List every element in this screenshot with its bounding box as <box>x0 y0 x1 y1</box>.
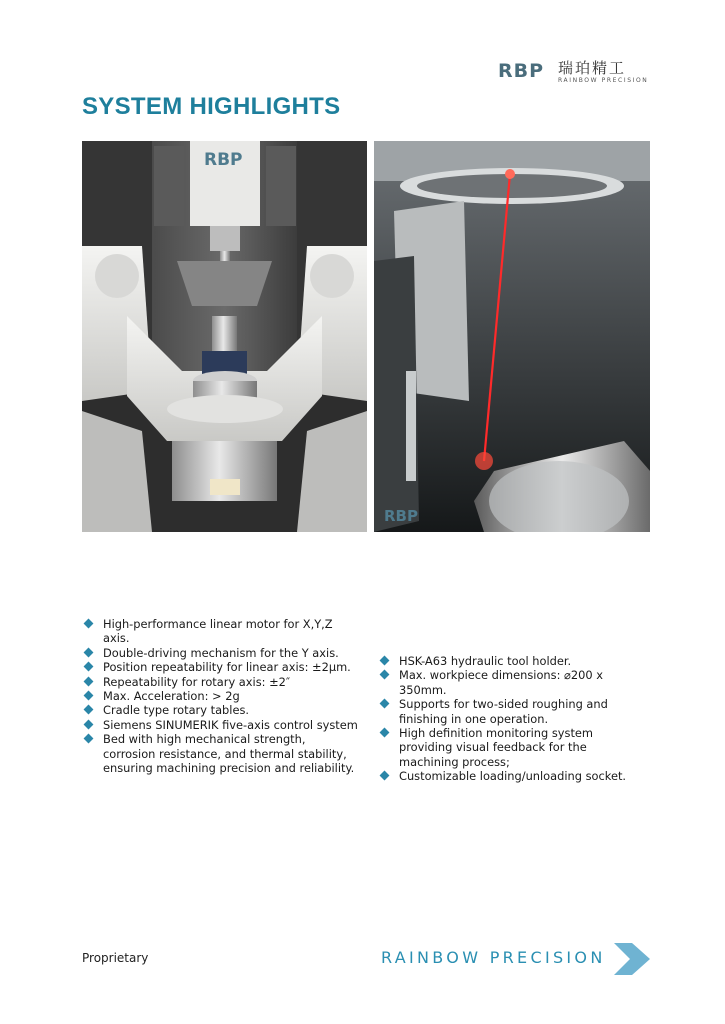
list-item-text: Repeatability for rotary axis: ±2″ <box>103 674 291 689</box>
footer-proprietary-label: Proprietary <box>82 951 149 965</box>
diamond-bullet-icon <box>84 662 94 672</box>
diamond-bullet-icon <box>84 676 94 686</box>
list-item <box>84 732 359 775</box>
footer-brand-name: RAINBOW PRECISION <box>381 948 606 967</box>
chevron-right-icon <box>612 941 652 977</box>
photo-right-watermark: RBP <box>384 507 418 525</box>
diamond-bullet-icon <box>380 656 390 666</box>
diamond-bullet-icon <box>84 647 94 657</box>
list-item <box>84 689 359 703</box>
diamond-bullet-icon <box>380 699 390 709</box>
logo-english-name: RAINBOW PRECISION <box>558 77 649 84</box>
page-title: SYSTEM HIGHLIGHTS <box>82 93 341 120</box>
list-item-text: Position repeatability for linear axis: ±2μm. <box>103 660 351 675</box>
list-item-text: Bed with high mechanical strength, corrosion resistance, and thermal stability, ensuring machining precision and reliability. <box>103 732 355 776</box>
laser-illustration <box>374 141 650 532</box>
list-item-text: Supports for two-sided roughing and finishing in one operation. <box>399 697 608 726</box>
feature-list-left <box>84 617 359 775</box>
list-item-text: Max. Acceleration: > 2g <box>103 689 240 704</box>
list-item <box>380 726 645 769</box>
list-item <box>84 675 359 689</box>
feature-list-right <box>380 654 645 784</box>
logo-chinese-name: 瑞珀精工 <box>558 59 627 77</box>
list-item <box>84 617 359 646</box>
machine-photo <box>82 141 367 532</box>
logo-mark: RBP <box>498 60 545 82</box>
list-item-text: Customizable loading/unloading socket. <box>399 769 627 784</box>
list-item <box>380 668 645 697</box>
diamond-bullet-icon <box>380 728 390 738</box>
diamond-bullet-icon <box>380 670 390 680</box>
photo-left-watermark: RBP <box>204 150 243 170</box>
list-item-text: HSK-A63 hydraulic tool holder. <box>399 654 572 668</box>
list-item-text: Max. workpiece dimensions: ⌀200 x 350mm. <box>399 668 604 697</box>
list-item-text: High definition monitoring system providing visual feedback for the machining process; <box>399 726 594 769</box>
diamond-bullet-icon <box>380 771 390 781</box>
diamond-bullet-icon <box>84 719 94 729</box>
list-item <box>380 654 645 668</box>
list-item-text: High-performance linear motor for X,Y,Z axis. <box>103 617 333 646</box>
list-item <box>380 769 645 783</box>
list-item <box>380 697 645 726</box>
list-item <box>84 718 359 732</box>
diamond-bullet-icon <box>84 705 94 715</box>
list-item-text: Siemens SINUMERIK five-axis control system <box>103 717 358 732</box>
machine-illustration <box>82 141 367 532</box>
list-item-text: Cradle type rotary tables. <box>103 703 250 718</box>
laser-photo <box>374 141 650 532</box>
list-item <box>84 646 359 660</box>
diamond-bullet-icon <box>84 734 94 744</box>
company-logo <box>498 59 649 86</box>
diamond-bullet-icon <box>84 691 94 701</box>
diamond-bullet-icon <box>84 619 94 629</box>
list-item <box>84 703 359 717</box>
list-item-text: Double-driving mechanism for the Y axis. <box>103 645 339 660</box>
list-item <box>84 660 359 674</box>
